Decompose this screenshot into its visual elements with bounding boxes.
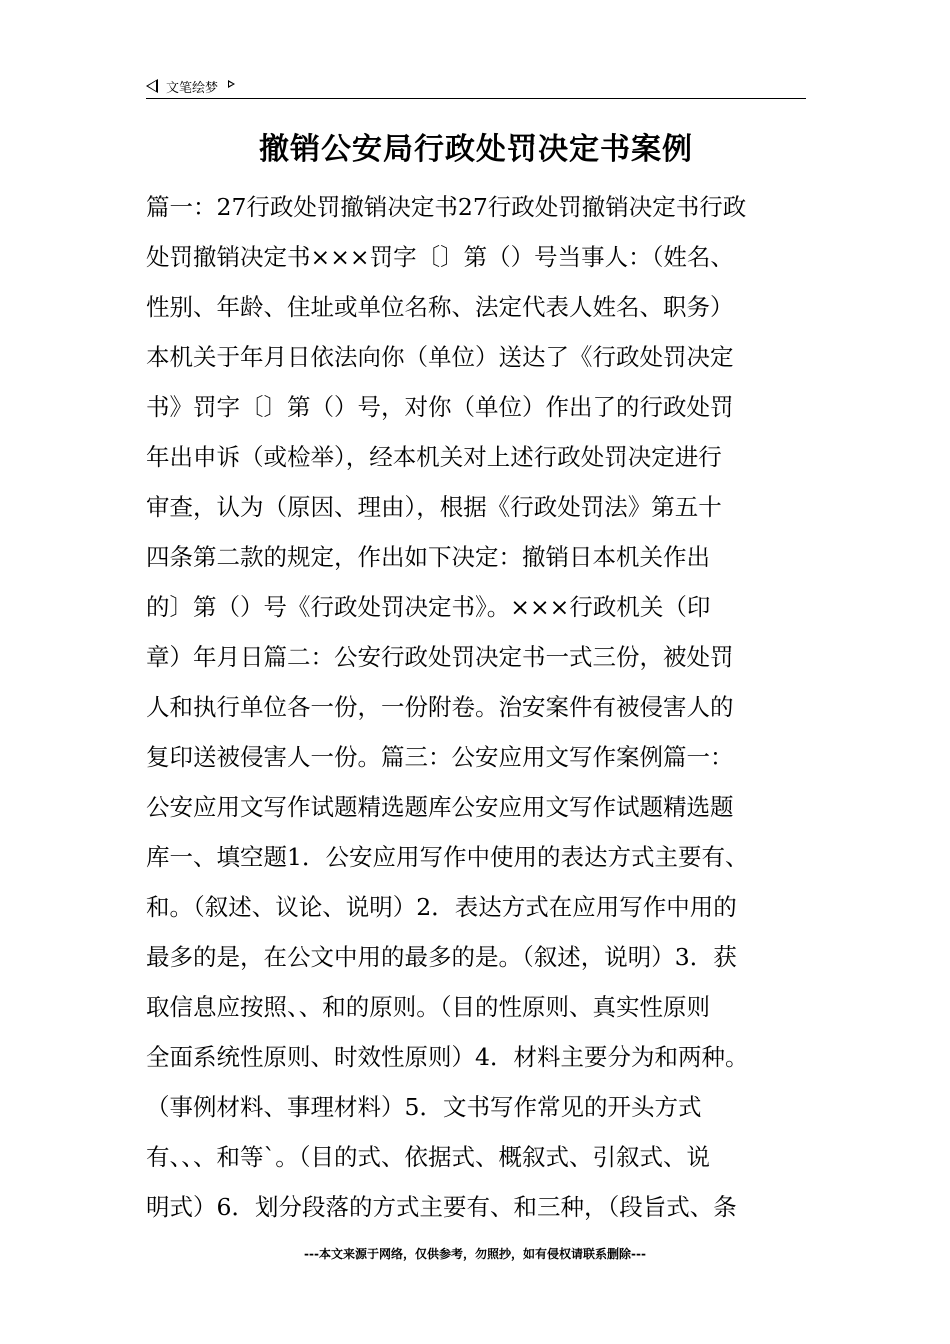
- body-line: 审查，认为（原因、理由），根据《行政处罚法》第五十: [146, 493, 722, 521]
- body-line: 库一、填空题1．公安应用写作中使用的表达方式主要有、: [146, 843, 749, 871]
- body-line: 人和执行单位各一份，一份附卷。治安案件有被侵害人的: [146, 693, 734, 721]
- body-line: 和。（叙述、议论、说明）2．表达方式在应用写作中用的: [146, 893, 737, 921]
- body-line: 处罚撤销决定书×××罚字〔〕第（）号当事人：（姓名、: [146, 243, 734, 271]
- body-line: 四条第二款的规定，作出如下决定：撤销日本机关作出: [146, 543, 710, 571]
- body-line: 全面系统性原则、时效性原则）4．材料主要分为和两种。: [146, 1043, 749, 1071]
- triangle-right-icon: [228, 80, 235, 88]
- body-line: 本机关于年月日依法向你（单位）送达了《行政处罚决定: [146, 343, 734, 371]
- body-line: 书》罚字〔〕第（）号，对你（单位）作出了的行政处罚: [146, 393, 734, 421]
- body-line: 有、、、和等`。（目的式、依据式、概叙式、引叙式、说: [146, 1143, 710, 1171]
- header-divider: [146, 98, 806, 99]
- body-line: 公安应用文写作试题精选题库公安应用文写作试题精选题: [146, 793, 734, 821]
- body-line: 明式）6．划分段落的方式主要有、和三种，（段旨式、条: [146, 1193, 737, 1221]
- footer-disclaimer: ---本文来源于网络，仅供参考，勿照抄，如有侵权请联系删除---: [304, 1247, 646, 1261]
- document-body: [146, 182, 818, 1232]
- document-title: 撤销公安局行政处罚决定书案例: [259, 132, 693, 167]
- body-line: 年出申诉（或检举），经本机关对上述行政处罚决定进行: [146, 443, 722, 471]
- header-label: 文笔绘梦: [166, 80, 219, 96]
- body-line: 章）年月日篇二：公安行政处罚决定书一式三份，被处罚: [146, 643, 734, 671]
- body-line: 复印送被侵害人一份。篇三：公安应用文写作案例篇一：: [146, 743, 734, 771]
- triangle-left-icon: [146, 79, 158, 93]
- body-line: 取信息应按照、、和的原则。（目的性原则、真实性原则: [146, 993, 710, 1021]
- body-line: 的〕第（）号《行政处罚决定书》。×××行政机关（印: [146, 593, 711, 621]
- body-line: 最多的是，在公文中用的最多的是。（叙述，说明）3．获: [146, 943, 737, 971]
- body-line: 性别、年龄、住址或单位名称、法定代表人姓名、职务）: [146, 293, 734, 321]
- page-header: [146, 74, 806, 98]
- body-line: 篇一：27行政处罚撤销决定书27行政处罚撤销决定书行政: [146, 193, 747, 221]
- body-line: （事例材料、事理材料）5．文书写作常见的开头方式: [146, 1093, 702, 1121]
